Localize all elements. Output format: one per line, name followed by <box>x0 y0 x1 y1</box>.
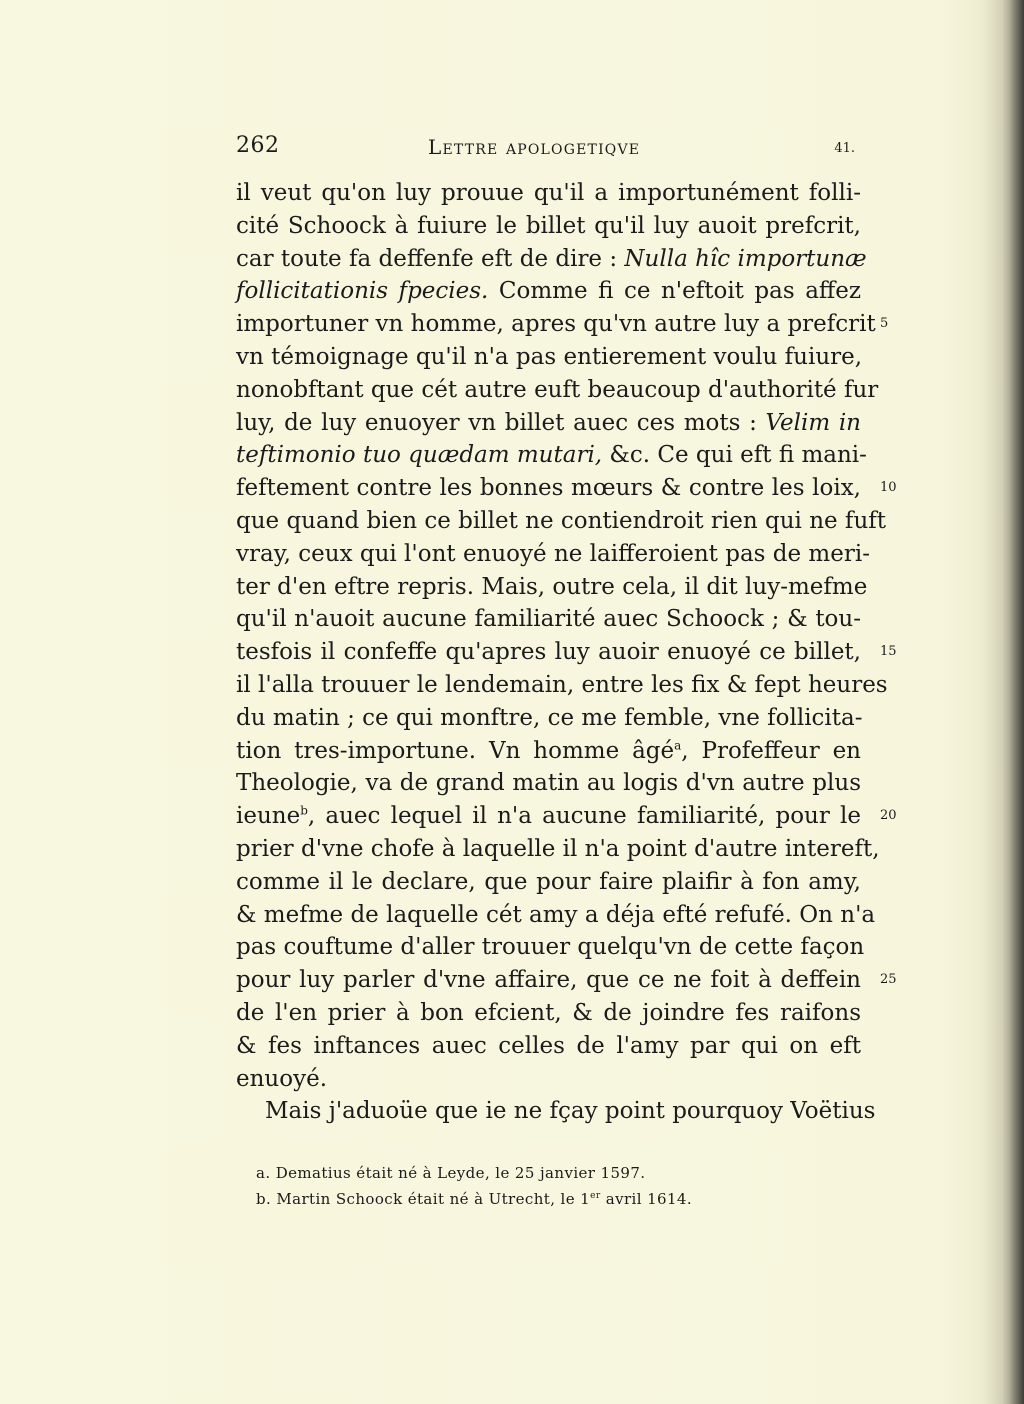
text-line: du matin ; ce qui monftre, ce me femble, vne follicita- <box>236 704 863 731</box>
text-line: vn témoignage qu'il n'a pas entierement voulu fuiure, <box>236 343 863 370</box>
footnote-text: avril 1614. <box>600 1190 693 1208</box>
footnote-mark-a: a <box>674 737 682 752</box>
line-number: 25 <box>880 972 897 988</box>
text-line: nonobftant que cét autre euft beaucoup d'authorité fur <box>236 376 879 403</box>
page-number: 262 <box>236 133 280 158</box>
text-line: enuoyé. <box>236 1065 328 1092</box>
text-line: & mefme de laquelle cét amy a déja efté refufé. On n'a <box>236 901 876 928</box>
text-line <box>236 407 861 440</box>
page-header <box>236 133 861 165</box>
text-line: pas couftume d'aller trouuer quelqu'vn de cette façon <box>236 934 865 961</box>
text-segment: , Profeffeur en <box>681 737 861 764</box>
text-line: pour luy parler d'vne affaire, que ce ne foit à deffein <box>236 967 861 994</box>
footnote-superscript: er <box>590 1191 601 1201</box>
text-line <box>236 439 867 472</box>
text-line: qu'il n'auoit aucune familiarité auec Schoock ; & tou- <box>236 606 861 633</box>
page-edge-shadow <box>1002 0 1024 1404</box>
italic-quote: Velim in <box>765 409 861 436</box>
body-text <box>236 177 888 1128</box>
text-line <box>236 735 861 768</box>
text-segment: car toute fa deffenfe eft de dire : <box>236 245 625 272</box>
text-line: importuner vn homme, apres qu'vn autre luy a prefcrit <box>236 311 876 338</box>
footnote-label: b. <box>256 1190 272 1208</box>
text-line <box>236 243 867 276</box>
text-segment: , auec lequel il n'a aucune familiarité, pour le <box>307 803 861 830</box>
line-number: 15 <box>880 644 897 660</box>
text-line: il veut qu'on luy prouue qu'il a importunément folli- <box>236 180 861 206</box>
footnote-b <box>256 1186 861 1212</box>
footnote-mark-b: b <box>300 803 308 818</box>
text-segment: Comme fi ce n'eftoit pas affez <box>488 278 861 305</box>
letter-number: 41. <box>834 141 855 156</box>
text-line: feftement contre les bonnes mœurs & contre les loix, <box>236 475 861 502</box>
line-number: 10 <box>880 480 897 496</box>
line-number: 5 <box>880 316 889 332</box>
line-number: 20 <box>880 808 897 824</box>
text-line: que quand bien ce billet ne contiendroit rien qui ne fuft <box>236 507 887 534</box>
text-segment: tion tres-importune. Vn homme âgé <box>236 737 675 764</box>
text-line-paragraph-start: Mais j'aduoüe que ie ne fçay point pourquoy Voëtius <box>265 1098 876 1125</box>
italic-quote: Nulla hîc importunæ <box>624 245 867 272</box>
text-line: ter d'en eftre repris. Mais, outre cela, il dit luy-mefme <box>236 573 868 600</box>
text-line: Theologie, va de grand matin au logis d'vn autre plus <box>236 770 861 797</box>
text-line: de l'en prier à bon efcient, & de joindre fes raifons <box>236 999 861 1026</box>
running-title: Lettre apologetiqve <box>428 135 641 159</box>
text-line: cité Schoock à fuiure le billet qu'il luy auoit prefcrit, <box>236 212 861 239</box>
text-line: il l'alla trouuer le lendemain, entre les fix & fept heures <box>236 671 888 698</box>
text-line <box>236 800 861 833</box>
footnote-a <box>256 1160 861 1186</box>
footnote-text: Martin Schoock était né à Utrecht, le 1 <box>276 1190 591 1208</box>
text-segment: ieune <box>236 803 301 830</box>
text-line <box>236 275 861 308</box>
text-line: comme il le declare, que pour faire plaifir à fon amy, <box>236 868 861 895</box>
text-line: prier d'vne chofe à laquelle il n'a point d'autre intereft, <box>236 835 880 862</box>
text-line: & fes inftances auec celles de l'amy par qui on eft <box>236 1032 861 1059</box>
text-segment: &c. Ce qui eft fi mani- <box>602 442 867 469</box>
italic-quote: teftimonio tuo quædam mutari, <box>236 442 603 469</box>
text-line: vray, ceux qui l'ont enuoyé ne laifferoient pas de meri- <box>236 540 870 567</box>
text-line: tesfois il confeffe qu'apres luy auoir enuoyé ce billet, <box>236 639 861 666</box>
footnote-label: a. <box>256 1164 271 1182</box>
footnotes <box>256 1160 861 1212</box>
footnote-text: Dematius était né à Leyde, le 25 janvier 1597. <box>275 1164 646 1182</box>
text-segment: luy, de luy enuoyer vn billet auec ces mots : <box>236 409 766 436</box>
italic-quote: follicitationis fpecies. <box>236 278 489 305</box>
